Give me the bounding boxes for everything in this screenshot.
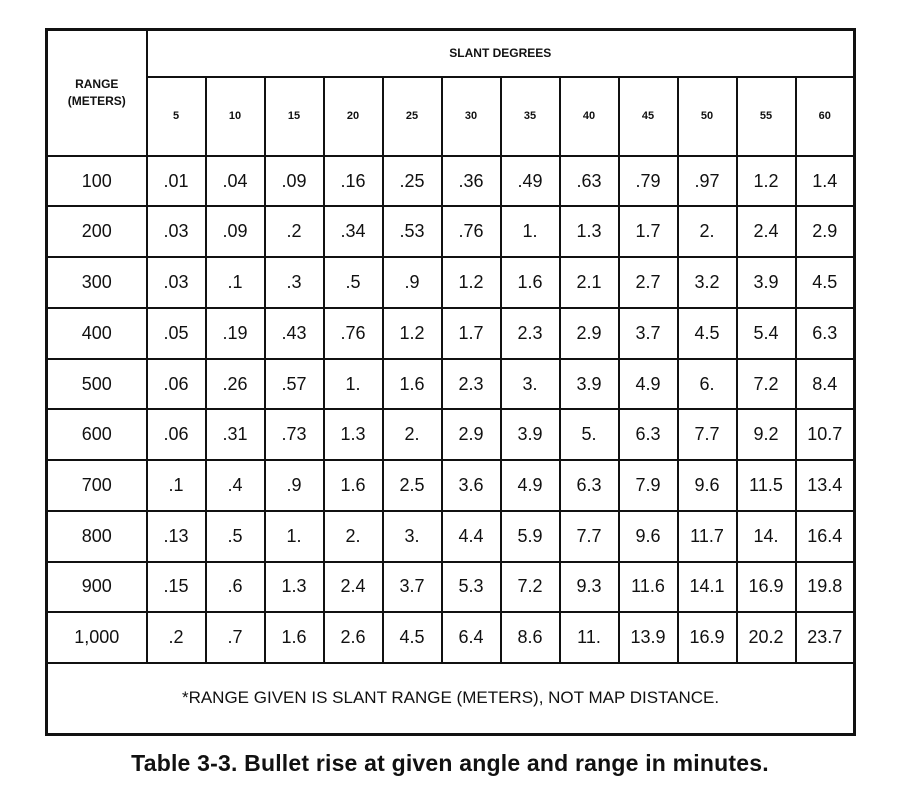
value-cell: .43 (265, 308, 324, 359)
value-cell: 2.9 (442, 409, 501, 460)
table-row (47, 206, 855, 257)
value-cell: .53 (383, 206, 442, 257)
degree-header-30: 30 (442, 77, 501, 156)
degree-header-35: 35 (501, 77, 560, 156)
value-cell: 4.5 (796, 257, 855, 308)
value-cell: .03 (147, 257, 206, 308)
value-cell: 11. (560, 612, 619, 663)
value-cell: .97 (678, 156, 737, 207)
value-cell: 1.7 (442, 308, 501, 359)
value-cell: .63 (560, 156, 619, 207)
value-cell: 1.6 (501, 257, 560, 308)
value-cell: 3.7 (383, 562, 442, 613)
value-cell: 2.5 (383, 460, 442, 511)
degree-header-20: 20 (324, 77, 383, 156)
table-row (47, 460, 855, 511)
degree-header-50: 50 (678, 77, 737, 156)
table-row (47, 156, 855, 207)
value-cell: 6.3 (796, 308, 855, 359)
value-cell: 3.9 (737, 257, 796, 308)
value-cell: 11.5 (737, 460, 796, 511)
value-cell: 6. (678, 359, 737, 410)
value-cell: .13 (147, 511, 206, 562)
value-cell: 3.9 (501, 409, 560, 460)
value-cell: 3.6 (442, 460, 501, 511)
value-cell: 2.3 (501, 308, 560, 359)
value-cell: 20.2 (737, 612, 796, 663)
value-cell: .57 (265, 359, 324, 410)
degree-header-5: 5 (147, 77, 206, 156)
value-cell: 1. (324, 359, 383, 410)
value-cell: .3 (265, 257, 324, 308)
value-cell: .73 (265, 409, 324, 460)
value-cell: 3.9 (560, 359, 619, 410)
value-cell: 1.2 (442, 257, 501, 308)
range-cell: 500 (47, 359, 147, 410)
value-cell: 1.4 (796, 156, 855, 207)
value-cell: 2. (678, 206, 737, 257)
table-footnote: *RANGE GIVEN IS SLANT RANGE (METERS), NOT MAP DISTANCE. (47, 663, 855, 735)
range-cell: 900 (47, 562, 147, 613)
value-cell: 5. (560, 409, 619, 460)
value-cell: 1.2 (737, 156, 796, 207)
value-cell: 4.4 (442, 511, 501, 562)
degree-header-40: 40 (560, 77, 619, 156)
value-cell: 13.9 (619, 612, 678, 663)
range-cell: 800 (47, 511, 147, 562)
value-cell: .4 (206, 460, 265, 511)
value-cell: .5 (206, 511, 265, 562)
range-cell: 100 (47, 156, 147, 207)
degree-header-45: 45 (619, 77, 678, 156)
value-cell: 1.6 (324, 460, 383, 511)
table-row (47, 308, 855, 359)
value-cell: 2.6 (324, 612, 383, 663)
degree-header-row (47, 77, 855, 156)
value-cell: .5 (324, 257, 383, 308)
value-cell: .05 (147, 308, 206, 359)
value-cell: 2.1 (560, 257, 619, 308)
range-header-line1: RANGE (75, 76, 119, 91)
value-cell: 6.3 (560, 460, 619, 511)
table-row (47, 257, 855, 308)
value-cell: .31 (206, 409, 265, 460)
value-cell: 1.3 (265, 562, 324, 613)
value-cell: 8.4 (796, 359, 855, 410)
table-row (47, 511, 855, 562)
value-cell: 6.3 (619, 409, 678, 460)
degree-header-15: 15 (265, 77, 324, 156)
value-cell: 1.6 (265, 612, 324, 663)
degree-header-25: 25 (383, 77, 442, 156)
value-cell: 6.4 (442, 612, 501, 663)
degree-header-10: 10 (206, 77, 265, 156)
value-cell: 4.9 (619, 359, 678, 410)
value-cell: .76 (324, 308, 383, 359)
value-cell: 10.7 (796, 409, 855, 460)
value-cell: 13.4 (796, 460, 855, 511)
value-cell: .76 (442, 206, 501, 257)
value-cell: .1 (206, 257, 265, 308)
value-cell: 2.3 (442, 359, 501, 410)
value-cell: .03 (147, 206, 206, 257)
value-cell: 2.4 (324, 562, 383, 613)
value-cell: .49 (501, 156, 560, 207)
value-cell: 4.5 (678, 308, 737, 359)
value-cell: 5.3 (442, 562, 501, 613)
value-cell: 2. (324, 511, 383, 562)
range-cell: 1,000 (47, 612, 147, 663)
value-cell: 7.7 (678, 409, 737, 460)
range-header-cell (47, 30, 147, 156)
slant-header-row (47, 30, 855, 77)
value-cell: .7 (206, 612, 265, 663)
value-cell: .9 (265, 460, 324, 511)
value-cell: 2. (383, 409, 442, 460)
table-body (47, 30, 855, 735)
value-cell: 2.9 (796, 206, 855, 257)
value-cell: 23.7 (796, 612, 855, 663)
value-cell: .2 (147, 612, 206, 663)
value-cell: .09 (265, 156, 324, 207)
value-cell: .36 (442, 156, 501, 207)
range-cell: 600 (47, 409, 147, 460)
value-cell: 7.9 (619, 460, 678, 511)
degree-header-55: 55 (737, 77, 796, 156)
value-cell: 9.6 (619, 511, 678, 562)
table-row (47, 359, 855, 410)
value-cell: .79 (619, 156, 678, 207)
value-cell: 3.2 (678, 257, 737, 308)
value-cell: .9 (383, 257, 442, 308)
range-cell: 700 (47, 460, 147, 511)
value-cell: 5.4 (737, 308, 796, 359)
bullet-rise-table (45, 28, 856, 736)
range-cell: 200 (47, 206, 147, 257)
value-cell: 16.4 (796, 511, 855, 562)
value-cell: .16 (324, 156, 383, 207)
slant-degrees-header: SLANT DEGREES (147, 30, 855, 77)
value-cell: 1.6 (383, 359, 442, 410)
value-cell: 8.6 (501, 612, 560, 663)
value-cell: 7.2 (737, 359, 796, 410)
value-cell: .09 (206, 206, 265, 257)
value-cell: .6 (206, 562, 265, 613)
value-cell: .2 (265, 206, 324, 257)
value-cell: 9.6 (678, 460, 737, 511)
table-row (47, 562, 855, 613)
value-cell: 5.9 (501, 511, 560, 562)
value-cell: 1.2 (383, 308, 442, 359)
range-cell: 400 (47, 308, 147, 359)
footnote-row (47, 663, 855, 735)
value-cell: .26 (206, 359, 265, 410)
value-cell: 3.7 (619, 308, 678, 359)
value-cell: 3. (383, 511, 442, 562)
range-cell: 300 (47, 257, 147, 308)
value-cell: 4.5 (383, 612, 442, 663)
value-cell: 7.2 (501, 562, 560, 613)
table-row (47, 612, 855, 663)
table-row (47, 409, 855, 460)
value-cell: .15 (147, 562, 206, 613)
value-cell: .19 (206, 308, 265, 359)
value-cell: 11.7 (678, 511, 737, 562)
value-cell: 7.7 (560, 511, 619, 562)
value-cell: 1. (501, 206, 560, 257)
value-cell: 1.3 (324, 409, 383, 460)
value-cell: 9.3 (560, 562, 619, 613)
value-cell: .01 (147, 156, 206, 207)
value-cell: 2.7 (619, 257, 678, 308)
degree-header-60: 60 (796, 77, 855, 156)
value-cell: 2.9 (560, 308, 619, 359)
value-cell: .1 (147, 460, 206, 511)
value-cell: .34 (324, 206, 383, 257)
value-cell: 2.4 (737, 206, 796, 257)
value-cell: 14.1 (678, 562, 737, 613)
value-cell: 16.9 (737, 562, 796, 613)
value-cell: 1.3 (560, 206, 619, 257)
value-cell: 14. (737, 511, 796, 562)
value-cell: 1.7 (619, 206, 678, 257)
value-cell: .06 (147, 359, 206, 410)
table-caption: Table 3-3. Bullet rise at given angle and range in minutes. (131, 750, 769, 776)
value-cell: .25 (383, 156, 442, 207)
value-cell: 11.6 (619, 562, 678, 613)
range-header-line2: (METERS) (67, 93, 126, 108)
value-cell: .04 (206, 156, 265, 207)
value-cell: 9.2 (737, 409, 796, 460)
value-cell: 19.8 (796, 562, 855, 613)
value-cell: 3. (501, 359, 560, 410)
value-cell: 16.9 (678, 612, 737, 663)
value-cell: 4.9 (501, 460, 560, 511)
value-cell: 1. (265, 511, 324, 562)
value-cell: .06 (147, 409, 206, 460)
